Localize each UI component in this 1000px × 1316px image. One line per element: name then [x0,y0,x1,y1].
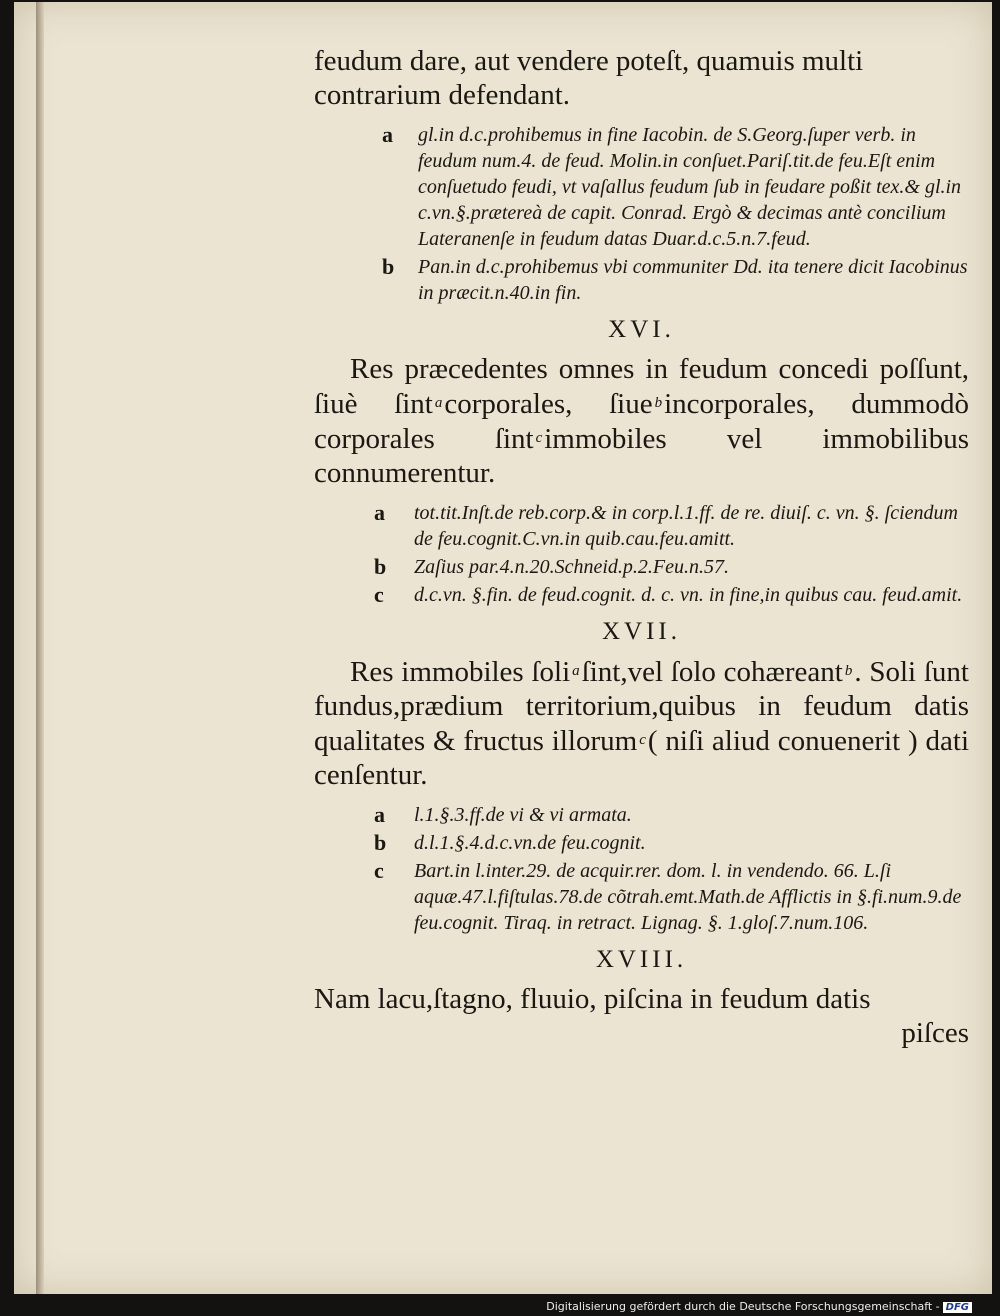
footnotes-3 [314,802,969,936]
catchword: piſces [901,1017,969,1049]
footnote: c Bart.in l.inter.29. de acquir.rer. dom. l. in vendendo. 66. L.ſi aquæ.47.l.fiſtulas.78.de cõtrah.emt.Math.de Afflictis in §.fi.num.9.de feu.cognit. Tiraq. in retract. Lignag. §. 1.gloſ.7.num.106. [374,858,962,934]
footnote: a tot.tit.Inſt.de reb.corp.& in corp.l.1.ff. de re. diuiſ. c. vn. §. ſciendum de feu.cognit.C.vn.in quib.cau.feu.amitt. [374,500,958,550]
section-heading-16: XVI. [608,316,675,343]
section-16-text: Res præcedentes omnes in feudum concedi poſſunt, ſiuè ſint $^a$corporales, ſiue $^b$incorporales, dummodò corporales ſint $^c$immobiles vel immobilibus connumerentur. [314,353,969,489]
dfg-logo: DFG [943,1302,972,1313]
section-heading-18: XVIII. [595,946,688,973]
footnote: a gl.in d.c.prohibemus in fine Iacobin. de S.Georg.ſuper verb. in feudum num.4. de feud. Molin.in conſuet.Pariſ.tit.de feu.Eſt enim conſuetudo feudi, vt vaſallus feudum ſub in feudare poßit tex.& gl.in c.vn.§.prætereà de capit. Conrad. Ergò & decimas antè concilium Lateranenſe in feudum datas Duar.d.c.5.n.7.feud. [382,122,962,250]
footnote: a l.1.§.3.ff.de vi & vi armata. [374,802,632,827]
section-heading-17: XVII. [601,618,681,645]
section-17-text: Res immobiles ſoli $^a$ſint,vel ſolo cohæreant $^b$. Soli ſunt fundus,prædium territorium,quibus in feudum datis qualitates & fructus illorum $^c$( niſi aliud conuenerit ) dati cenſentur. [314,656,969,791]
section-18-text: Nam lacu,ſtagno, fluuio, piſcina in feudum datis [314,983,871,1015]
footnote: c d.c.vn. §.fin. de feud.cognit. d. c. vn. in fine,in quibus cau. feud.amit. [374,582,963,607]
digitization-credit: Digitalisierung gefördert durch die Deutsche Forschungsgemeinschaft - DFG [546,1300,972,1313]
footnote: b Pan.in d.c.prohibemus vbi communiter Dd. ita tenere dicit Iacobinus in præcit.n.40.in fin. [382,254,968,304]
footnote: b Zaſius par.4.n.20.Schneid.p.2.Feu.n.57. [374,554,729,579]
page-content [314,44,969,1050]
footnotes-1 [314,122,969,306]
footnotes-2 [314,500,969,608]
page-edge [36,2,44,1294]
scanned-page [14,2,992,1294]
footnote: b d.l.1.§.4.d.c.vn.de feu.cognit. [374,830,646,855]
continued-text: feudum dare, aut vendere poteſt, quamuis multi contrarium defendant. [314,45,864,111]
